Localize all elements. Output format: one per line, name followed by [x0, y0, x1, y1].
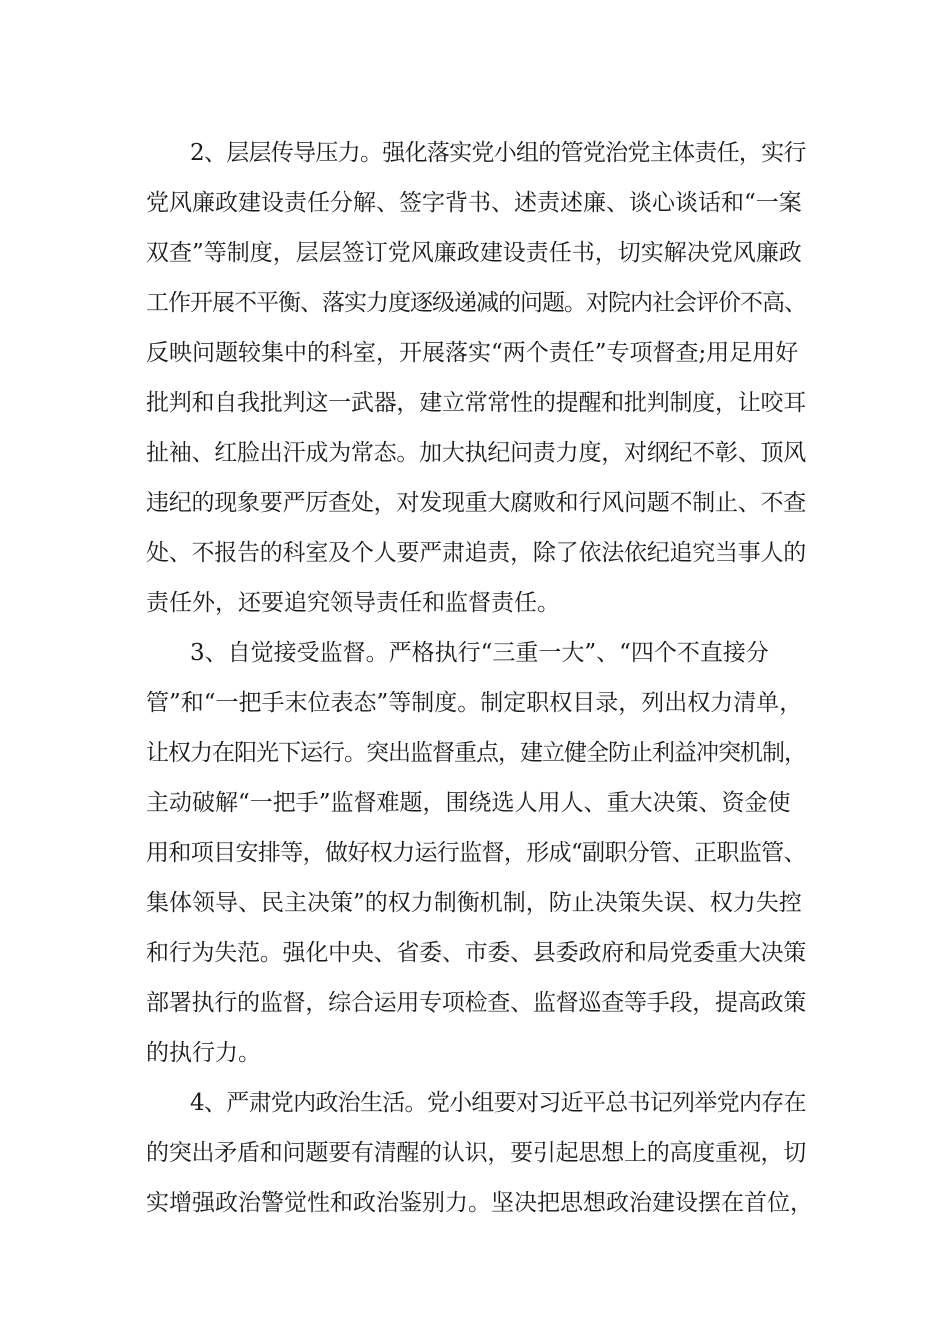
- text-line: 批判和自我批判这一武器，建立常常性的提醒和批判制度，让咬耳: [146, 390, 807, 416]
- text-line: 扯袖、红脸出汗成为常态。加大执纪问责力度，对纲纪不彰、顶风: [146, 440, 807, 466]
- text-line: 3、自觉接受监督。严格执行“三重一大”、“四个不直接分: [190, 640, 769, 666]
- text-line: 管”和“一把手末位表态”等制度。制定职权目录，列出权力清单，: [146, 690, 803, 716]
- text-line: 责任外，还要追究领导责任和监督责任。: [146, 590, 560, 616]
- text-line: 党风廉政建设责任分解、签字背书、述责述廉、谈心谈话和“一案: [146, 190, 802, 216]
- text-line: 集体领导、民主决策”的权力制衡机制，防止决策失误、权力失控: [146, 890, 802, 916]
- text-line: 让权力在阳光下运行。突出监督重点，建立健全防止利益冲突机制，: [146, 740, 806, 766]
- text-line: 用和项目安排等，做好权力运行监督，形成“副职分管、正职监管、: [146, 840, 806, 866]
- text-line: 和行为失范。强化中央、省委、市委、县委政府和局党委重大决策: [146, 940, 807, 966]
- text-line: 实增强政治警觉性和政治鉴别力。坚决把思想政治建设摆在首位，: [146, 1190, 813, 1216]
- text-line: 主动破解“一把手”监督难题，围绕选人用人、重大决策、资金使: [146, 790, 791, 816]
- text-line: 的突出矛盾和问题要有清醒的认识，要引起思想上的高度重视，切: [146, 1140, 807, 1166]
- document-body: [146, 128, 813, 1228]
- text-line: 反映问题较集中的科室，开展落实“两个责任”专项督查;用足用好: [146, 340, 799, 366]
- text-line: 违纪的现象要严厉查处，对发现重大腐败和行风问题不制止、不查: [146, 490, 807, 516]
- text-line: 的执行力。: [146, 1040, 261, 1066]
- text-line: 双查”等制度，层层签订党风廉政建设责任书，切实解决党风廉政: [146, 240, 802, 266]
- text-line: 部署执行的监督，综合运用专项检查、监督巡查等手段，提高政策: [146, 990, 807, 1016]
- text-line: 4、严肃党内政治生活。党小组要对习近平总书记列举党内存在: [190, 1090, 806, 1116]
- text-line: 处、不报告的科室及个人要严肃追责，除了依法依纪追究当事人的: [146, 540, 807, 566]
- text-line: 2、层层传导压力。强化落实党小组的管党治党主体责任，实行: [190, 140, 806, 166]
- text-line: 工作开展不平衡、落实力度逐级递减的问题。对院内社会评价不高、: [146, 290, 806, 316]
